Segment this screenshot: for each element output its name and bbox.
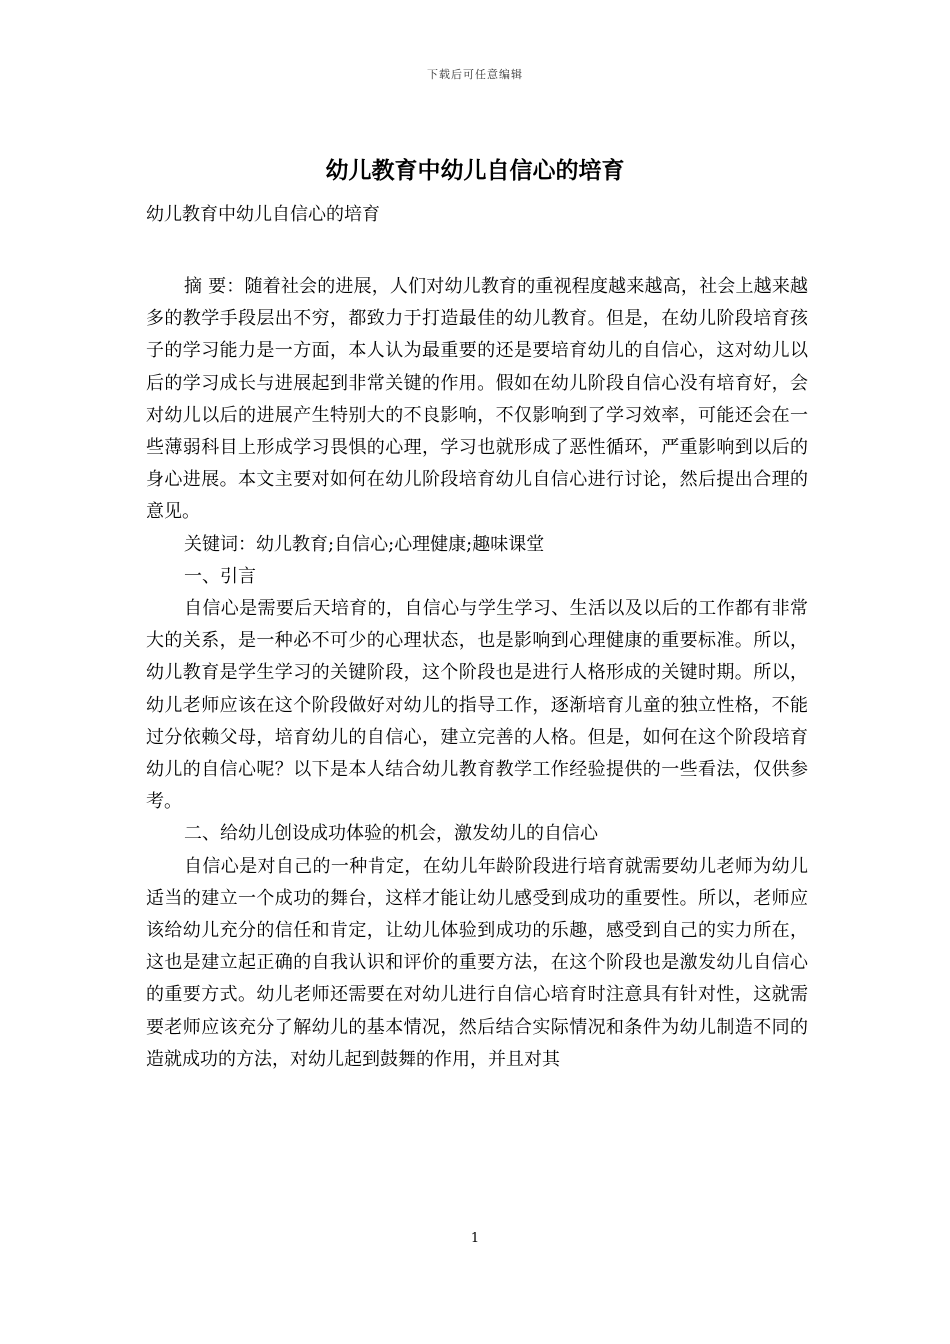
page-header-note: 下载后可任意编辑 — [427, 68, 523, 81]
abstract-paragraph: 摘 要：随着社会的进展，人们对幼儿教育的重视程度越来越高，社会上越来越多的教学手段层出不穷，都致力于打造最佳的幼儿教育。但是，在幼儿阶段培育孩子的学习能力是一方面，本人认为最重要的还是要培育幼儿的自信心，这对幼儿以后的学习成长与进展起到非常关键的作用。假如在幼儿阶段自信心没有培育好，会对幼儿以后的进展产生特别大的不良影响，不仅影响到了学习效率，可能还会在一些薄弱科目上形成学习畏惧的心理，学习也就形成了恶性循环，严重影响到以后的身心进展。本文主要对如何在幼儿阶段培育幼儿自信心进行讨论，然后提出合理的意见。 — [146, 276, 808, 523]
document-subtitle: 幼儿教育中幼儿自信心的培育 — [146, 204, 380, 225]
keywords-paragraph: 关键词：幼儿教育;自信心;心理健康;趣味课堂 — [184, 533, 545, 555]
success-experience-paragraph: 自信心是对自己的一种肯定，在幼儿年龄阶段进行培育就需要幼儿老师为幼儿适当的建立一个成功的舞台，这样才能让幼儿感受到成功的重要性。所以，老师应该给幼儿充分的信任和肯定，让幼儿体验到成功的乐趣，感受到自己的实力所在，这也是建立起正确的自我认识和评价的重要方法，在这个阶段也是激发幼儿自信心的重要方式。幼儿老师还需要在对幼儿进行自信心培育时注意具有针对性，这就需要老师应该充分了解幼儿的基本情况，然后结合实际情况和条件为幼儿制造不同的造就成功的方法，对幼儿起到鼓舞的作用，并且对其 — [146, 855, 808, 1070]
document-body — [146, 271, 808, 1076]
introduction-paragraph: 自信心是需要后天培育的，自信心与学生学习、生活以及以后的工作都有非常大的关系，是一种必不可少的心理状态，也是影响到心理健康的重要标准。所以，幼儿教育是学生学习的关键阶段，这个阶段也是进行人格形成的关键时期。所以，幼儿老师应该在这个阶段做好对幼儿的指导工作，逐渐培育儿童的独立性格，不能过分依赖父母，培育幼儿的自信心，建立完善的人格。但是，如何在这个阶段培育幼儿的自信心呢？以下是本人结合幼儿教育教学工作经验提供的一些看法，仅供参考。 — [146, 598, 808, 813]
section-heading-success-experience: 二、给幼儿创设成功体验的机会，激发幼儿的自信心 — [184, 823, 598, 845]
page-number: 1 — [470, 1231, 480, 1246]
document-title: 幼儿教育中幼儿自信心的培育 — [325, 158, 625, 184]
section-heading-introduction: 一、引言 — [184, 565, 256, 587]
